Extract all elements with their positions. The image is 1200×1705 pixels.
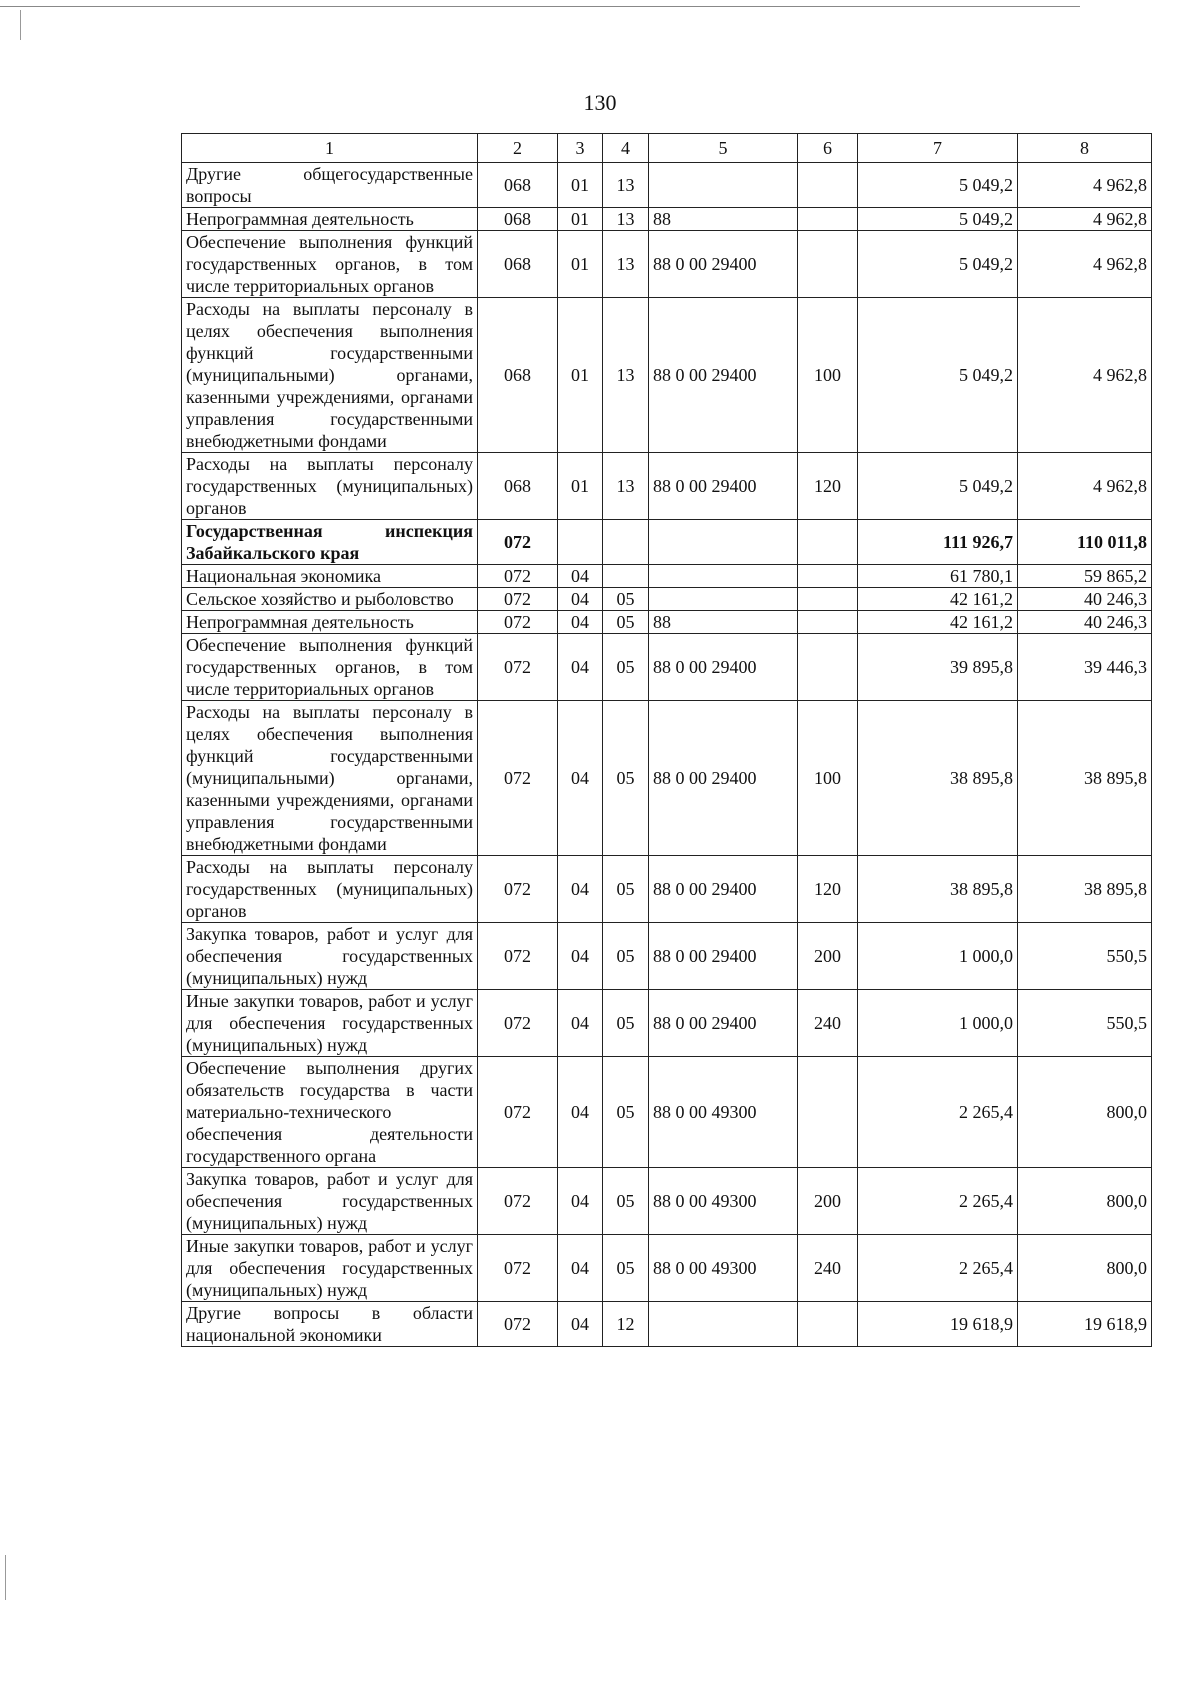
row-name-cell: Расходы на выплаты персоналу в целях обеспечения выполнения функций государственными (муниципальными) органами, казенными учреждениями, органами управления государственными внебюджетными фондами [182,701,478,856]
row-expense-type-cell: 200 [798,1168,858,1235]
row-admin-code-cell: 072 [478,611,558,634]
row-expense-type-cell: 100 [798,298,858,453]
row-amount-col8-cell: 40 246,3 [1018,611,1152,634]
row-admin-code-cell: 068 [478,231,558,298]
row-amount-col8-cell: 550,5 [1018,990,1152,1057]
table-row [182,923,1152,990]
row-amount-col7-cell: 2 265,4 [858,1235,1018,1302]
table-row [182,565,1152,588]
row-admin-code-cell: 072 [478,520,558,565]
row-amount-col7-cell: 1 000,0 [858,923,1018,990]
table-row [182,856,1152,923]
row-subsection-cell: 13 [603,231,649,298]
row-name-cell: Обеспечение выполнения функций государственных органов, в том числе территориальных органов [182,231,478,298]
row-section-cell: 01 [558,231,603,298]
row-section-cell: 04 [558,701,603,856]
row-subsection-cell: 13 [603,453,649,520]
row-expense-type-cell [798,1057,858,1168]
table-body [182,134,1152,1347]
row-admin-code-cell: 068 [478,208,558,231]
row-amount-col7-cell: 5 049,2 [858,453,1018,520]
row-amount-col7-cell: 1 000,0 [858,990,1018,1057]
table-row [182,1235,1152,1302]
row-section-cell: 01 [558,163,603,208]
row-expense-type-cell [798,634,858,701]
row-amount-col7-cell: 5 049,2 [858,163,1018,208]
row-subsection-cell: 05 [603,1057,649,1168]
row-target-article-cell: 88 0 00 29400 [649,856,798,923]
row-expense-type-cell: 120 [798,856,858,923]
row-expense-type-cell [798,588,858,611]
row-name-cell: Непрограммная деятельность [182,611,478,634]
row-amount-col8-cell: 550,5 [1018,923,1152,990]
table-row [182,588,1152,611]
row-section-cell: 04 [558,856,603,923]
row-subsection-cell: 05 [603,1168,649,1235]
row-amount-col7-cell: 5 049,2 [858,231,1018,298]
row-section-cell: 04 [558,565,603,588]
row-expense-type-cell [798,1302,858,1347]
row-subsection-cell: 05 [603,856,649,923]
row-name-cell: Расходы на выплаты персоналу государственных (муниципальных) органов [182,453,478,520]
scan-artifact-left-bottom [5,1555,6,1600]
row-expense-type-cell [798,611,858,634]
row-name-cell: Государственная инспекция Забайкальского края [182,520,478,565]
row-amount-col7-cell: 61 780,1 [858,565,1018,588]
row-amount-col7-cell: 111 926,7 [858,520,1018,565]
row-target-article-cell: 88 0 00 49300 [649,1235,798,1302]
row-amount-col8-cell: 110 011,8 [1018,520,1152,565]
row-expense-type-cell [798,231,858,298]
row-section-cell: 01 [558,208,603,231]
row-name-cell: Расходы на выплаты персоналу в целях обеспечения выполнения функций государственными (муниципальными) органами, казенными учреждениями, органами управления государственными внебюджетными фондами [182,298,478,453]
table-row [182,990,1152,1057]
row-section-cell: 04 [558,1302,603,1347]
row-name-cell: Другие общегосударственные вопросы [182,163,478,208]
row-name-cell: Национальная экономика [182,565,478,588]
row-amount-col7-cell: 42 161,2 [858,588,1018,611]
row-subsection-cell: 13 [603,208,649,231]
row-subsection-cell: 05 [603,990,649,1057]
header-cell: 3 [558,134,603,163]
row-amount-col8-cell: 800,0 [1018,1235,1152,1302]
row-amount-col8-cell: 40 246,3 [1018,588,1152,611]
row-subsection-cell: 05 [603,634,649,701]
row-name-cell: Расходы на выплаты персоналу государственных (муниципальных) органов [182,856,478,923]
table-row [182,298,1152,453]
header-cell: 4 [603,134,649,163]
table-row [182,1302,1152,1347]
row-expense-type-cell: 200 [798,923,858,990]
row-amount-col7-cell: 42 161,2 [858,611,1018,634]
row-amount-col7-cell: 5 049,2 [858,208,1018,231]
budget-table [181,133,1152,1347]
row-target-article-cell: 88 0 00 29400 [649,231,798,298]
row-amount-col8-cell: 4 962,8 [1018,163,1152,208]
row-subsection-cell: 13 [603,163,649,208]
row-subsection-cell: 12 [603,1302,649,1347]
row-amount-col7-cell: 38 895,8 [858,701,1018,856]
row-section-cell: 04 [558,611,603,634]
scan-artifact-top [0,6,1080,7]
row-expense-type-cell [798,208,858,231]
table-header-row [182,134,1152,163]
row-name-cell: Закупка товаров, работ и услуг для обеспечения государственных (муниципальных) нужд [182,1168,478,1235]
row-expense-type-cell: 100 [798,701,858,856]
row-section-cell: 04 [558,990,603,1057]
row-section-cell: 04 [558,1057,603,1168]
row-target-article-cell: 88 0 00 29400 [649,990,798,1057]
row-target-article-cell [649,520,798,565]
row-section-cell: 01 [558,453,603,520]
table-row [182,208,1152,231]
row-admin-code-cell: 072 [478,588,558,611]
row-target-article-cell [649,588,798,611]
row-section-cell [558,520,603,565]
header-cell: 5 [649,134,798,163]
row-amount-col8-cell: 800,0 [1018,1168,1152,1235]
row-expense-type-cell [798,163,858,208]
row-section-cell: 04 [558,1235,603,1302]
row-amount-col8-cell: 4 962,8 [1018,298,1152,453]
page-number: 130 [583,90,617,115]
row-target-article-cell: 88 0 00 49300 [649,1168,798,1235]
row-admin-code-cell: 072 [478,1168,558,1235]
header-cell: 2 [478,134,558,163]
row-amount-col7-cell: 5 049,2 [858,298,1018,453]
row-amount-col7-cell: 39 895,8 [858,634,1018,701]
row-expense-type-cell: 240 [798,1235,858,1302]
header-cell: 6 [798,134,858,163]
header-cell: 1 [182,134,478,163]
row-name-cell: Непрограммная деятельность [182,208,478,231]
row-section-cell: 04 [558,923,603,990]
row-amount-col8-cell: 59 865,2 [1018,565,1152,588]
row-target-article-cell: 88 0 00 49300 [649,1057,798,1168]
row-amount-col8-cell: 38 895,8 [1018,856,1152,923]
row-amount-col8-cell: 19 618,9 [1018,1302,1152,1347]
row-expense-type-cell [798,520,858,565]
row-subsection-cell: 05 [603,701,649,856]
row-subsection-cell [603,520,649,565]
row-amount-col7-cell: 38 895,8 [858,856,1018,923]
row-admin-code-cell: 072 [478,565,558,588]
row-target-article-cell: 88 [649,208,798,231]
row-section-cell: 04 [558,588,603,611]
row-amount-col7-cell: 19 618,9 [858,1302,1018,1347]
row-admin-code-cell: 072 [478,701,558,856]
table-row [182,163,1152,208]
table-row [182,701,1152,856]
table-row [182,634,1152,701]
row-subsection-cell: 05 [603,611,649,634]
table-row [182,453,1152,520]
row-amount-col7-cell: 2 265,4 [858,1168,1018,1235]
row-admin-code-cell: 072 [478,990,558,1057]
row-target-article-cell: 88 0 00 29400 [649,298,798,453]
row-expense-type-cell: 240 [798,990,858,1057]
table-row [182,611,1152,634]
row-admin-code-cell: 068 [478,163,558,208]
row-admin-code-cell: 072 [478,1057,558,1168]
row-name-cell: Закупка товаров, работ и услуг для обеспечения государственных (муниципальных) нужд [182,923,478,990]
row-target-article-cell [649,565,798,588]
row-target-article-cell [649,163,798,208]
row-target-article-cell [649,1302,798,1347]
row-section-cell: 04 [558,634,603,701]
row-admin-code-cell: 068 [478,298,558,453]
header-cell: 8 [1018,134,1152,163]
table-row [182,1057,1152,1168]
row-section-cell: 01 [558,298,603,453]
table-row [182,1168,1152,1235]
row-amount-col8-cell: 38 895,8 [1018,701,1152,856]
row-subsection-cell [603,565,649,588]
table-row [182,520,1152,565]
row-expense-type-cell [798,565,858,588]
row-name-cell: Иные закупки товаров, работ и услуг для обеспечения государственных (муниципальных) нужд [182,1235,478,1302]
row-subsection-cell: 05 [603,588,649,611]
row-target-article-cell: 88 0 00 29400 [649,634,798,701]
row-name-cell: Обеспечение выполнения других обязательств государства в части материально-технического обеспечения деятельности государственного органа [182,1057,478,1168]
row-admin-code-cell: 072 [478,923,558,990]
row-amount-col8-cell: 4 962,8 [1018,208,1152,231]
row-amount-col7-cell: 2 265,4 [858,1057,1018,1168]
row-amount-col8-cell: 4 962,8 [1018,453,1152,520]
row-amount-col8-cell: 800,0 [1018,1057,1152,1168]
row-admin-code-cell: 072 [478,1302,558,1347]
row-target-article-cell: 88 [649,611,798,634]
row-name-cell: Иные закупки товаров, работ и услуг для обеспечения государственных (муниципальных) нужд [182,990,478,1057]
row-subsection-cell: 05 [603,923,649,990]
row-target-article-cell: 88 0 00 29400 [649,701,798,856]
scan-artifact-left-top [20,10,21,40]
row-name-cell: Обеспечение выполнения функций государственных органов, в том числе территориальных органов [182,634,478,701]
row-target-article-cell: 88 0 00 29400 [649,923,798,990]
table-row [182,231,1152,298]
row-expense-type-cell: 120 [798,453,858,520]
row-name-cell: Сельское хозяйство и рыболовство [182,588,478,611]
row-name-cell: Другие вопросы в области национальной экономики [182,1302,478,1347]
row-amount-col8-cell: 4 962,8 [1018,231,1152,298]
row-admin-code-cell: 068 [478,453,558,520]
row-admin-code-cell: 072 [478,856,558,923]
row-admin-code-cell: 072 [478,1235,558,1302]
row-target-article-cell: 88 0 00 29400 [649,453,798,520]
row-amount-col8-cell: 39 446,3 [1018,634,1152,701]
row-admin-code-cell: 072 [478,634,558,701]
row-subsection-cell: 05 [603,1235,649,1302]
row-section-cell: 04 [558,1168,603,1235]
header-cell: 7 [858,134,1018,163]
row-subsection-cell: 13 [603,298,649,453]
